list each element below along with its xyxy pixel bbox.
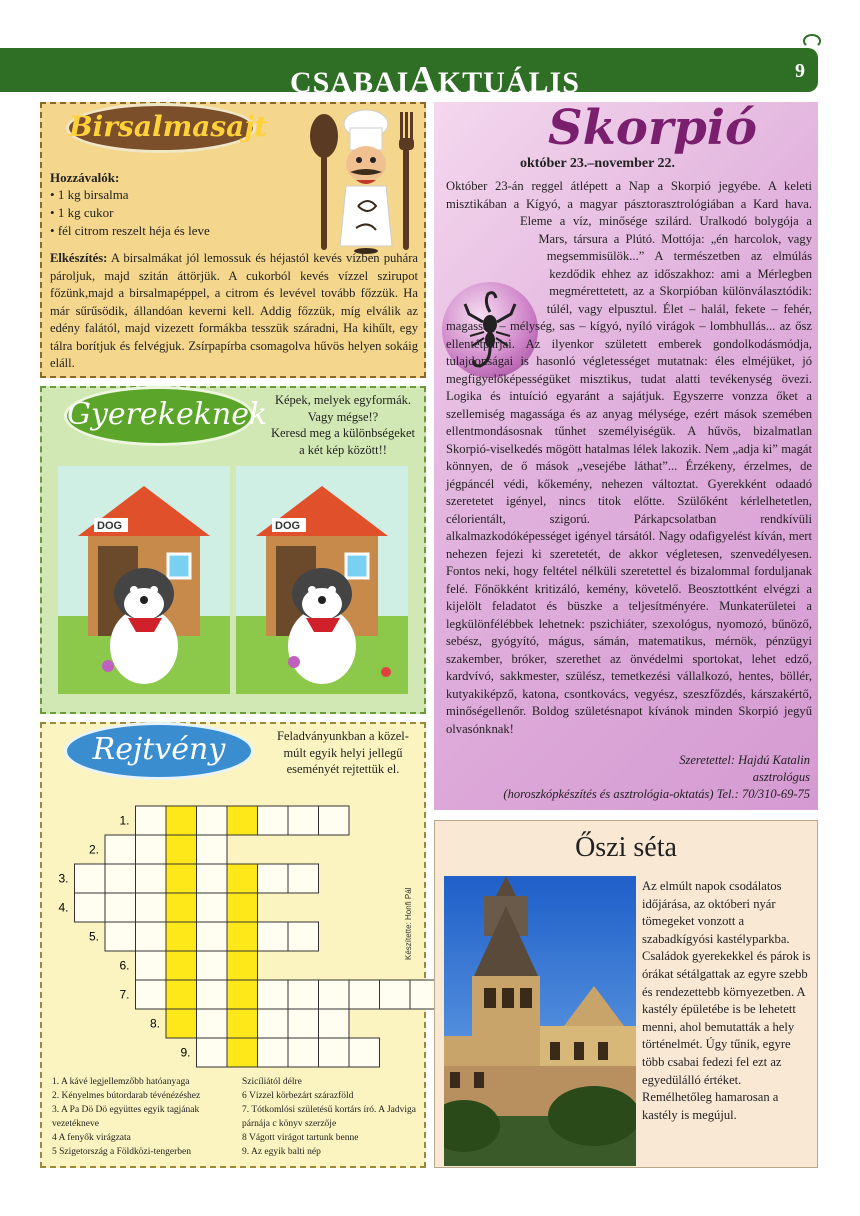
crossword-cell[interactable] [227, 1009, 258, 1038]
crossword-cell[interactable] [227, 980, 258, 1009]
kids-line: Keresd meg a különbségeket [270, 426, 416, 440]
crossword-cell[interactable] [166, 1009, 197, 1038]
clue: 3. A Pa Dö Dö együttes egyik tagjának vezetékneve [52, 1105, 200, 1129]
crossword-row-label: 1. [119, 813, 130, 828]
puzzle-line: múlt egyik helyi jellegű [283, 745, 403, 760]
puzzle-title: Rejtvény [92, 732, 226, 767]
kids-line: Vagy mégse!? [307, 409, 379, 424]
crossword-cell[interactable] [258, 864, 289, 893]
castle-photo [444, 876, 636, 1166]
crossword-cell[interactable] [227, 893, 258, 922]
crossword-cell[interactable] [166, 806, 197, 835]
crossword-cell[interactable] [197, 922, 228, 951]
kids-line: Képek, melyek egyformák. [274, 393, 412, 407]
crossword-cell[interactable] [166, 951, 197, 980]
page-number: 9 [795, 60, 805, 82]
ingredients-heading: Hozzávalók: [50, 170, 120, 185]
clue: Szicíliától délre [242, 1077, 302, 1087]
dog-sign: DOG [97, 520, 123, 532]
crossword-row-label: 8. [149, 1016, 160, 1031]
crossword-cell[interactable] [197, 1038, 228, 1067]
crossword-cell[interactable] [105, 922, 136, 951]
title-part2-initial: A [409, 59, 438, 101]
horoscope-title: Skorpió [548, 100, 758, 156]
crossword-cell[interactable] [258, 922, 289, 951]
crossword-row-label: 3. [58, 871, 69, 886]
crossword-row-label: 7. [119, 987, 130, 1002]
crossword-cell[interactable] [75, 893, 106, 922]
crossword-cell[interactable] [197, 893, 228, 922]
crossword-cell[interactable] [227, 864, 258, 893]
crossword-cell[interactable] [319, 1038, 350, 1067]
clue: 8 Vágott virágot tartunk benne [242, 1133, 359, 1143]
puzzle-line: eseményét rejtettük el. [286, 762, 400, 776]
crossword-cell[interactable] [227, 806, 258, 835]
crossword-cell[interactable] [288, 864, 319, 893]
crossword-cell[interactable] [319, 1009, 350, 1038]
clue: 1. A kávé legjellemzőbb hatóanyaga [52, 1077, 190, 1087]
crossword-row-label: 4. [58, 900, 69, 915]
clues-left [52, 1075, 234, 1159]
crossword-cell[interactable] [136, 806, 167, 835]
clue: 2. Kényelmes bútordarab tévénézéshez [52, 1091, 201, 1101]
kids-line: a két kép között!! [299, 442, 387, 457]
crossword-cell[interactable] [319, 980, 350, 1009]
crossword-cell[interactable] [136, 835, 167, 864]
clue: 9. Az egyik balti nép [242, 1147, 321, 1157]
crossword-cell[interactable] [136, 980, 167, 1009]
crossword-cell[interactable] [136, 893, 167, 922]
crossword-cell[interactable] [166, 893, 197, 922]
crossword-row-label: 9. [180, 1045, 191, 1060]
crossword-cell[interactable] [166, 980, 197, 1009]
crossword-cell[interactable] [197, 951, 228, 980]
clue: 7. Tótkomlósi születésű kortárs író. A Jadviga párnája c könyv szerzője [242, 1105, 416, 1129]
clue: 6 Vízzel körbezárt szárazföld [242, 1091, 354, 1101]
ingredient-item: • 1 kg cukor [50, 204, 210, 222]
walk-text: Az elmúlt napok csodálatos időjárása, az októberi nyár tömegeket vonzott a szabadkígyósi kastélyparkba. Családok gyerekekkel és párok is órákat sétálgattak az egyre szebb és rendezettebb környezetben. A kastély épületébe is be lehetett menni, ahol bemutatták a hely történelmét. Úgy tűnik, egyre több csabai fedezi fel ezt az egyedülálló értéket. Remélhetőleg hamarosan a kastély is megújul. [642, 879, 811, 1122]
crossword-cell[interactable] [288, 1038, 319, 1067]
clue: 5 Szigetország a Földközi-tengerben [52, 1147, 192, 1157]
crossword-cell[interactable] [258, 980, 289, 1009]
crossword-cell[interactable] [288, 980, 319, 1009]
method-label: Elkészítés: [50, 251, 108, 265]
crossword-cell[interactable] [136, 922, 167, 951]
crossword-cell[interactable] [166, 922, 197, 951]
clue: 4 A fenyők virágzata [52, 1133, 131, 1143]
signature-contact: (horoszkópkészítés és asztrológia-oktatás) Tel.: 70/310-69-75 [503, 787, 810, 801]
crossword-cell[interactable] [258, 1038, 289, 1067]
crossword-row-label: 5. [88, 929, 99, 944]
crossword-cell[interactable] [166, 864, 197, 893]
title-part2-rest: KTUÁLIS [437, 66, 580, 99]
crossword-cell[interactable] [349, 1038, 380, 1067]
recipe-title: Birsalmasajt [69, 110, 268, 143]
crossword-cell[interactable] [288, 922, 319, 951]
crossword-cell[interactable] [105, 835, 136, 864]
puzzle-line: Feladványunkban a közel- [277, 729, 409, 743]
crossword-cell[interactable] [105, 893, 136, 922]
crossword-cell[interactable] [166, 835, 197, 864]
crossword-row-label: 2. [88, 842, 99, 857]
crossword-row-label: 6. [119, 958, 130, 973]
puzzle-credit: Készítette: Honfi Pál [404, 887, 413, 960]
ingredient-item: • fél citrom reszelt héja és leve [50, 222, 210, 240]
ingredient-item: • 1 kg birsalma [50, 186, 210, 204]
crossword-cell[interactable] [197, 806, 228, 835]
crossword-cell[interactable] [258, 1009, 289, 1038]
crossword-cell[interactable] [380, 980, 411, 1009]
crossword-cell[interactable] [227, 951, 258, 980]
crossword-cell[interactable] [197, 980, 228, 1009]
horoscope-signature [446, 752, 810, 803]
horoscope-text: Október 23-án reggel átlépett a Nap a Skorpió jegyébe. A keleti misztikában a Kígyó, a magyar pásztorasztrológiában a Kard hava. Eleme a víz, minősége szilárd. Uralkodó bolygója a Mars, társura a Plútó. Mottója: „én harcolok, vagy megsemmisülök...” A természetben az elmúlás kezdődik ehhez az időszakhoz: ami a Mérlegben megmérettetett, az a Skorpióban különválasztódik: túlél, vagy elpusztul. Élet – halál, fekete – fehér, magasság – mélység, sas – kígyó, nyíló virágok – lombhullás... az ősz ellentétpárjai. Az ilyenkor született emberek gondolkodásmódja, tulajdonságai is hasonló végletességet mutatnak: éles elméjüket, jó megfigyelőképességüket misztikus, tudat alatti tevékenység övezi. Logika és intuíció egyaránt a sajátjuk. Egyszerre vonzza őket a szellemiség magassága és az anyag mélysége, ezért mások szemében ellentmondásosnak tűnhet személyiségük. A hűvös, bizalmatlan Skorpió-viselkedés mögött hatalmas lélek lakozik. Nem „adja ki” magát könnyen, de ő mások „vesejébe láthat”... Érzékeny, érzelmes, de jégpáncél védi, kőkemény, nehezen változtat. Gyerekként odaadó szeretetet igényel, nincs titok előtte. Szülőként kérlelhetetlen, célorientált, szigorú. Párkapcsolatban rendkívüli alkalmazkodóképességet igényel társától. Nagy odafigyelést kíván, mert nehezen fejezi ki szeretetét, de akkor végletesen, szenvedélyesen. Fontos neki, hogy feltétel nélküli szeretettel és bizalommal forduljanak felé. Főnökként kritizáló, kemény, követelő. Beosztottként elvégzi a kijelölt feladatot és büszke a teljesítményére. Munkaterületei a legkülönfélébbek lehetnek: pszichiáter, szexológus, nyomozó, bűnöző, sebész, gyógyító, mágus, sámán, matematikus, mérnök, pénzügyi szakember, bróker, szerethet az önvédelmi sportokat, lehet edző, kardvívó, sakkmester, szülész, temetkezési vállalkozó, hentes, böllér, kutyakiképző, katona, csontkovács, vegyész, szeszfőzdés, kárszakértő, minőségellenőr. Boldog születésnapot kívánok minden Skorpió jegyű olvasónknak! [446, 179, 812, 736]
signature-name: Szeretettel: Hajdú Katalin [679, 753, 810, 767]
crossword-cell[interactable] [227, 1038, 258, 1067]
dog-sign: DOG [275, 520, 301, 532]
title-part1: CSABAI [290, 66, 410, 99]
crossword-cell[interactable] [288, 806, 319, 835]
crossword-cell[interactable] [349, 980, 380, 1009]
crossword-cell[interactable] [227, 922, 258, 951]
method-text: A birsalmákat jól lemossuk és héjastól kevés vízben puhára pároljuk, majd szitán áttörjük. A cukorból kevés vízzel szirupot főzünk,majd a birsalmapéppel, a citrom és levével tovább főzzük. Ha már sűrűsödik, állandóan keverni kell. Addig főzzük, míg elválik az edény falától, majd vizezett formákba tesszük száradni, Ha kihűlt, egy tálra borítjuk és felvégjuk. Zsírpapírba csomagolva hűvös helyen sokáig eláll. [50, 251, 418, 370]
crossword-cell[interactable] [258, 806, 289, 835]
crossword-cell[interactable] [136, 864, 167, 893]
horoscope-body [446, 178, 812, 738]
horoscope-date: október 23.–november 22. [520, 156, 676, 171]
crossword-cell[interactable] [75, 864, 106, 893]
clues-right [242, 1075, 422, 1159]
signature-role: asztrológus [752, 770, 810, 784]
crossword-cell[interactable] [288, 1009, 319, 1038]
crossword-cell[interactable] [136, 951, 167, 980]
crossword-cell[interactable] [197, 835, 228, 864]
crossword-cell[interactable] [197, 1009, 228, 1038]
crossword-cell[interactable] [105, 864, 136, 893]
kids-title: Gyerekeknek [67, 397, 268, 432]
walk-title: Őszi séta [575, 832, 677, 863]
crossword-cell[interactable] [319, 806, 350, 835]
crossword-cell[interactable] [197, 864, 228, 893]
